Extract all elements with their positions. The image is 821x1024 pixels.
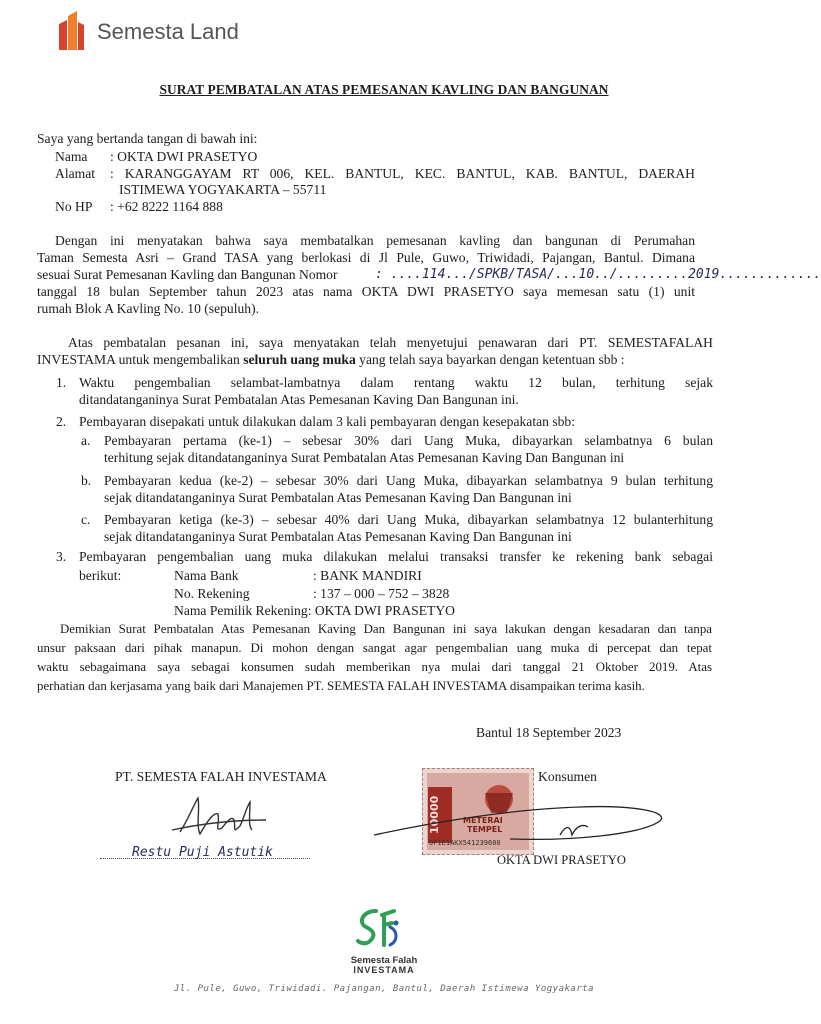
footer-brand-line1: Semesta Falah bbox=[350, 955, 418, 966]
closing-line2: unsur paksaan dari pihak manapun. Di mohon dengan sangat agar pengembalian uang muka di percepat dan tepat bbox=[37, 641, 712, 655]
para1-line3-prefix: sesuai Surat Pemesanan Kavling dan Bangunan Nomor bbox=[37, 267, 338, 282]
item2a-label: a. bbox=[81, 433, 91, 448]
nama-label: Nama bbox=[55, 149, 88, 164]
closing-line3: waktu sebagaimana saya sebagai konsumen sudah memberikan nya mulai dari tanggal 21 Oktober 2019. Atas bbox=[37, 660, 712, 674]
item1-line1: Waktu pengembalian selambat-lambatnya dalam rentang waktu 12 bulan, terhitung sejak bbox=[79, 375, 713, 390]
bank-name-label: Nama Bank bbox=[174, 568, 239, 583]
stamp-serial: 0F1E1AKX541239600 bbox=[429, 839, 501, 847]
closing-line1: Demikian Surat Pembatalan Atas Pemesanan Kaving Dan Bangunan ini saya lakukan dengan kesadaran dan tanpa bbox=[60, 622, 712, 636]
company-signatory-title: PT. SEMESTA FALAH INVESTAMA bbox=[115, 769, 327, 784]
logo-text: Semesta Land bbox=[97, 19, 239, 44]
account-number-label: No. Rekening bbox=[174, 586, 250, 601]
para1-line5: rumah Blok A Kavling No. 10 (sepuluh). bbox=[37, 301, 260, 316]
intro-text: Saya yang bertanda tangan di bawah ini: bbox=[37, 131, 258, 146]
para1-line2: Taman Semesta Asri – Grand TASA yang berlokasi di Jl Pule, Guwo, Triwidadi, Pajangan, Bantul. Dimana bbox=[37, 250, 695, 265]
nama-value: : OKTA DWI PRASETYO bbox=[110, 149, 258, 164]
item2a-line2: terhitung sejak ditandatanganinya Surat Pembatalan Atas Pemesanan Kaving Dan Bangunan ini bbox=[104, 450, 625, 465]
item1-number: 1. bbox=[56, 375, 67, 390]
item2-number: 2. bbox=[56, 414, 67, 429]
company-signatory-name: Restu Puji Astutik bbox=[132, 845, 273, 860]
item3-line1: Pembayaran pengembalian uang muka dilakukan melalui transaksi transfer ke rekening bank sebagai bbox=[79, 549, 713, 564]
alamat-label: Alamat bbox=[55, 166, 96, 181]
spkb-number-field: : ....114.../SPKB/TASA/...10../.........2019............. bbox=[375, 267, 821, 282]
account-number-value: : 137 – 000 – 752 – 3828 bbox=[313, 586, 450, 601]
consumer-signatory-title: Konsumen bbox=[538, 769, 597, 784]
item2c-line1: Pembayaran ketiga (ke-3) – sebesar 40% dari Uang Muka, dibayarkan selambatnya 12 bulanterhitung bbox=[104, 512, 713, 527]
item2b-line1: Pembayaran kedua (ke-2) – sebesar 30% dari Uang Muka, dibayarkan selambatnya 9 bulan terhitung bbox=[104, 473, 713, 488]
item2c-label: c. bbox=[81, 512, 91, 527]
semesta-falah-logo-icon bbox=[354, 905, 402, 953]
stamp-amount: 10000 bbox=[428, 787, 452, 843]
item2-line1: Pembayaran disepakati untuk dilakukan dalam 3 kali pembayaran dengan kesepakatan sbb: bbox=[79, 414, 576, 429]
stamp-label-tempel: TEMPEL bbox=[467, 825, 503, 834]
item2b-label: b. bbox=[81, 473, 92, 488]
emphasis-text: seluruh uang muka bbox=[243, 352, 356, 367]
document-title: SURAT PEMBATALAN ATAS PEMESANAN KAVLING DAN BANGUNAN bbox=[159, 82, 609, 97]
alamat-line1: : KARANGGAYAM RT 006, KEL. BANTUL, KEC. BANTUL, KAB. BANTUL, DAERAH bbox=[110, 166, 695, 181]
footer-brand-line2: INVESTAMA bbox=[353, 965, 415, 975]
para2-line2: INVESTAMA untuk mengembalikan seluruh uang muka yang telah saya bayarkan dengan ketentuan sbb : bbox=[37, 352, 625, 367]
footer-address: Jl. Pule, Guwo, Triwidadi. Pajangan, Bantul, Daerah Istimewa Yogyakarta bbox=[173, 984, 595, 994]
item2a-line1: Pembayaran pertama (ke-1) – sebesar 30% dari Uang Muka, dibayarkan selambatnya 6 bulan bbox=[104, 433, 713, 448]
consumer-name: OKTA DWI PRASETYO bbox=[497, 853, 626, 867]
item2c-line2: sejak ditandatanganinya Surat Pembatalan Atas Pemesanan Kaving Dan Bangunan ini bbox=[104, 529, 572, 544]
item3-line2: berikut: bbox=[79, 568, 122, 583]
company-logo bbox=[55, 10, 295, 55]
account-owner: Nama Pemilik Rekening: OKTA DWI PRASETYO bbox=[174, 603, 455, 618]
item3-number: 3. bbox=[56, 549, 67, 564]
consumer-signature-icon bbox=[370, 795, 680, 855]
company-signature-icon bbox=[170, 790, 270, 850]
item1-line2: ditandatanganinya Surat Pembatalan Atas Pemesanan Kaving Dan Bangunan ini. bbox=[79, 392, 519, 407]
para1-line4: tanggal 18 bulan September tahun 2023 atas nama OKTA DWI PRASETYO saya memesan satu (1) unit bbox=[37, 284, 695, 299]
place-date: Bantul 18 September 2023 bbox=[476, 725, 622, 740]
bank-name-value: : BANK MANDIRI bbox=[313, 568, 422, 583]
para1-line1: Dengan ini menyatakan bahwa saya membatalkan pemesanan kavling dan bangunan di Perumahan bbox=[55, 233, 695, 248]
stamp-label-meterai: METERAI bbox=[463, 816, 503, 825]
para2-line1: Atas pembatalan pesanan ini, saya menyatakan telah menyetujui penawaran dari PT. SEMESTAFALAH bbox=[68, 335, 713, 350]
building-logo-icon bbox=[55, 10, 85, 52]
hp-value: : +62 8222 1164 888 bbox=[110, 199, 223, 214]
closing-line4: perhatian dan kerjasama yang baik dari Manajemen PT. SEMESTA FALAH INVESTAMA disampaikan terima kasih. bbox=[37, 679, 645, 693]
hp-label: No HP bbox=[55, 199, 93, 214]
alamat-line2: ISTIMEWA YOGYAKARTA – 55711 bbox=[119, 182, 327, 197]
item2b-line2: sejak ditandatanganinya Surat Pembatalan Atas Pemesanan Kaving Dan Bangunan ini bbox=[104, 490, 572, 505]
